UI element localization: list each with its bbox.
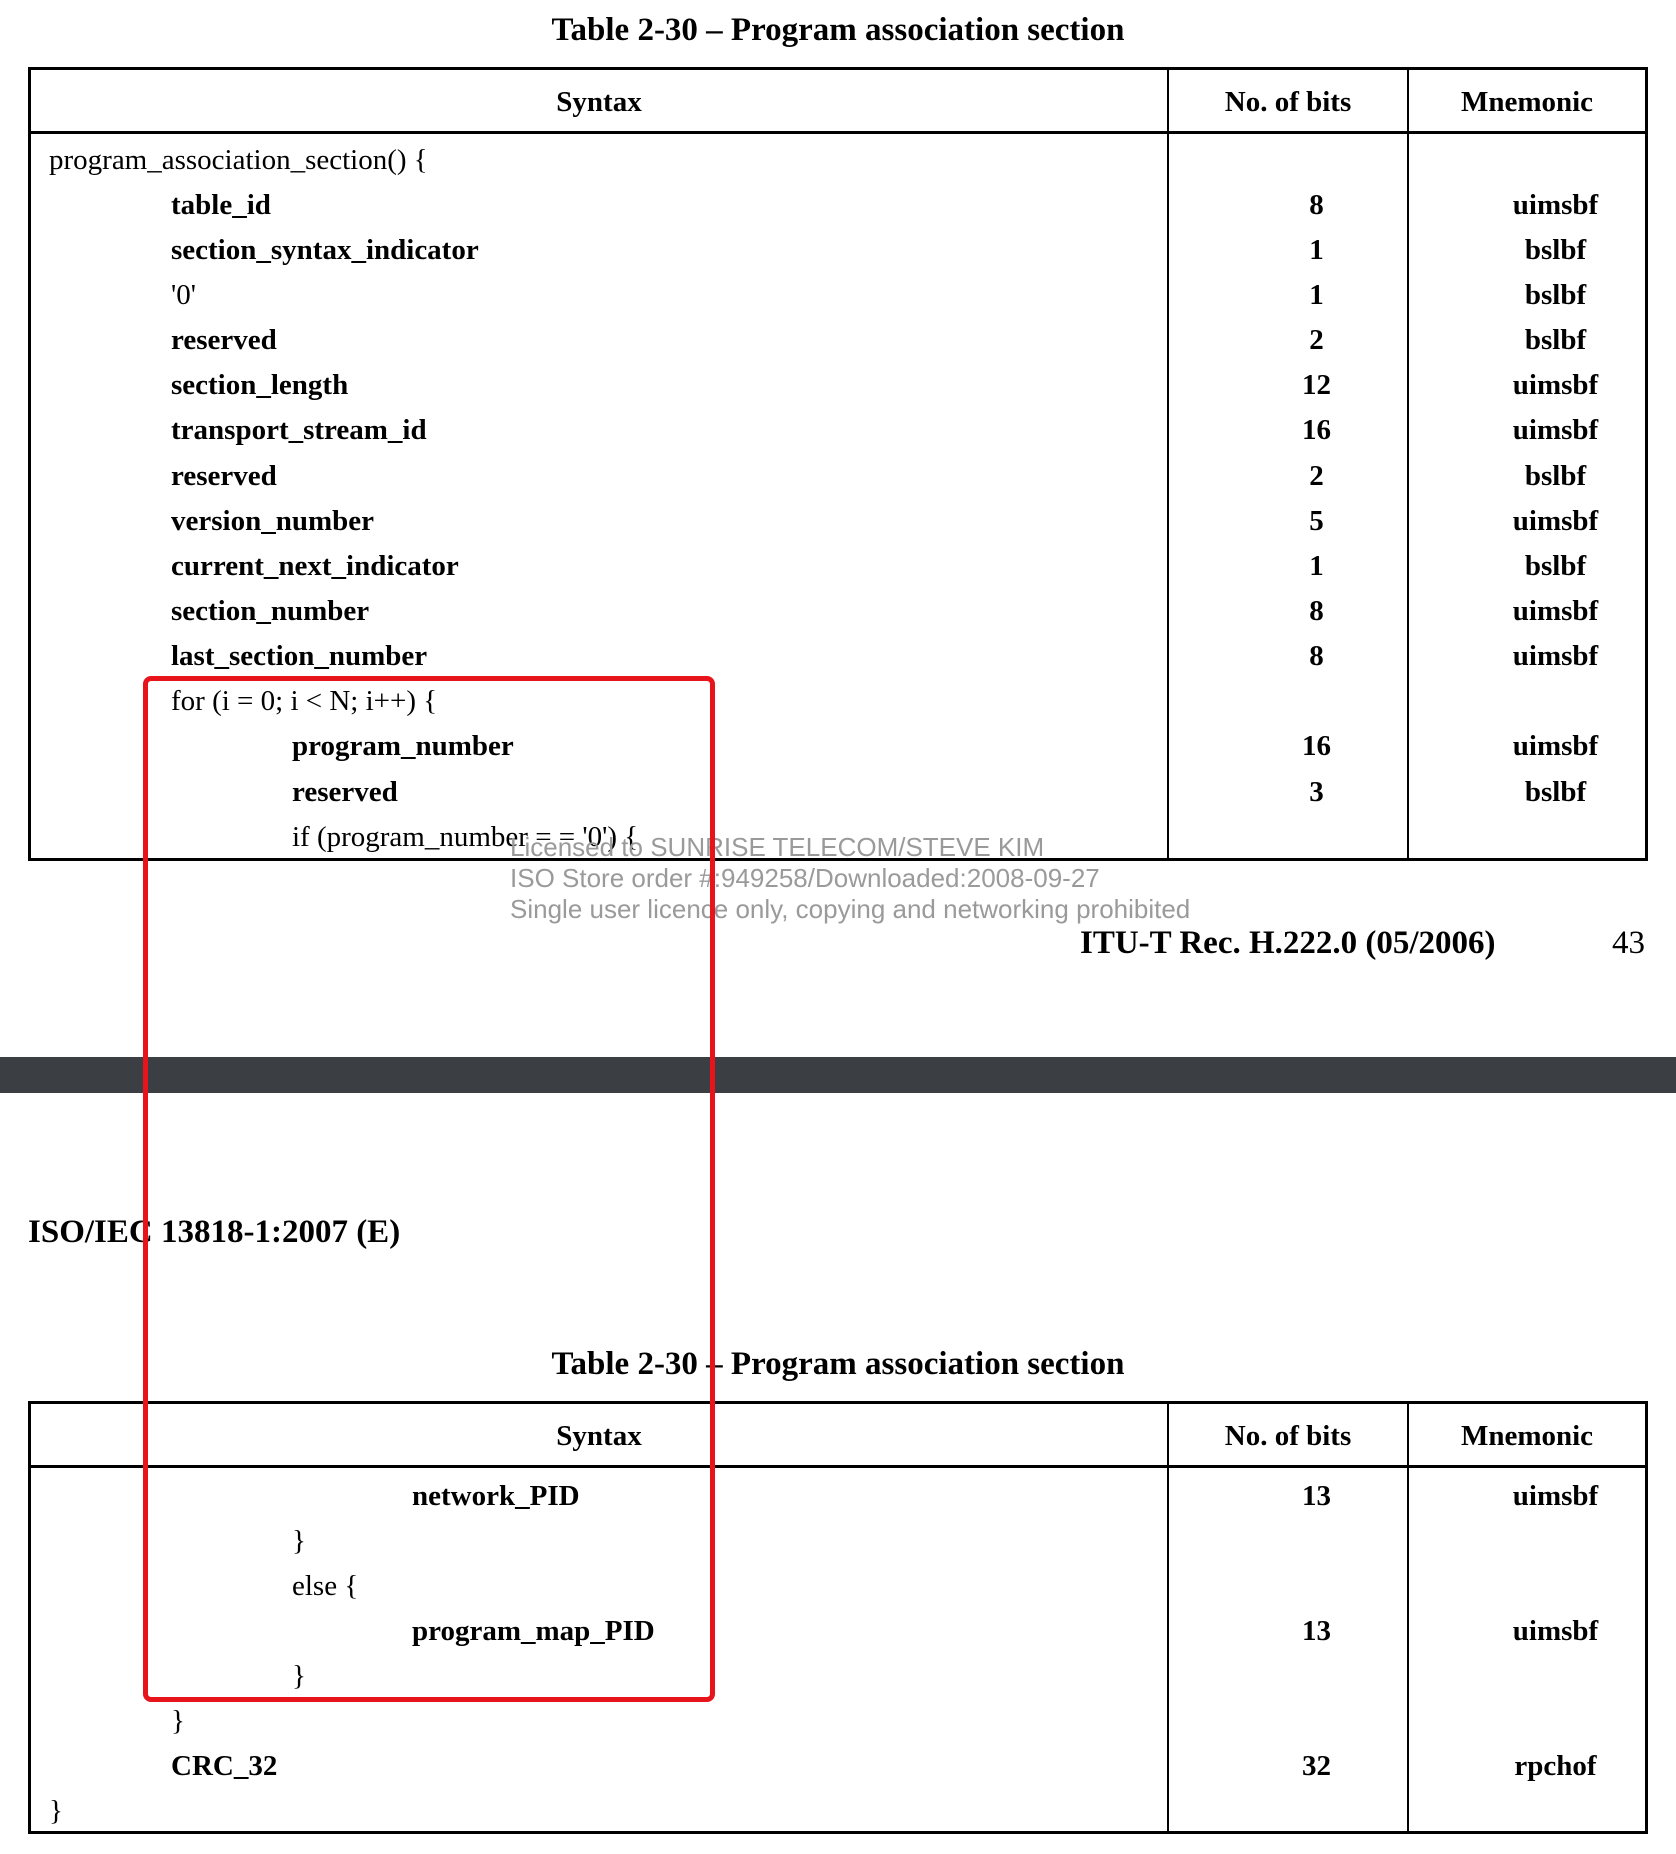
footer-recommendation: ITU-T Rec. H.222.0 (05/2006) — [1080, 925, 1496, 961]
row-syntax: program_map_PID — [412, 1615, 655, 1647]
row-syntax: } — [171, 1705, 185, 1737]
row-syntax: reserved — [171, 460, 277, 492]
row-mnemonic: bslbf — [1524, 460, 1587, 492]
row-bits: 13 — [1302, 1615, 1331, 1647]
row-syntax: '0' — [171, 279, 196, 311]
row-bits: 32 — [1302, 1750, 1331, 1782]
row-mnemonic: uimsbf — [1512, 369, 1599, 401]
row-syntax: } — [49, 1795, 63, 1827]
row-mnemonic: uimsbf — [1512, 414, 1599, 446]
row-bits: 3 — [1309, 776, 1324, 808]
table-row — [31, 1744, 1645, 1788]
row-mnemonic: uimsbf — [1512, 595, 1599, 627]
table-caption-top: Table 2-30 – Program association section — [551, 12, 1125, 48]
header-bits: No. of bits — [1224, 1420, 1352, 1452]
row-bits: 12 — [1302, 369, 1331, 401]
row-syntax: network_PID — [412, 1480, 580, 1512]
row-syntax: last_section_number — [171, 640, 428, 672]
table-row — [31, 544, 1645, 588]
row-bits: 5 — [1309, 505, 1324, 537]
row-syntax: program_number — [292, 730, 514, 762]
row-bits: 16 — [1302, 414, 1331, 446]
watermark-line: Licensed to SUNRISE TELECOM/STEVE KIM — [510, 832, 1045, 862]
header-divider — [31, 131, 1645, 134]
footer-page-number: 43 — [1612, 925, 1645, 961]
row-syntax: CRC_32 — [171, 1750, 278, 1782]
row-syntax: version_number — [171, 505, 374, 537]
row-bits: 1 — [1309, 550, 1324, 582]
table-row — [31, 454, 1645, 498]
row-syntax: if (program_number = = '0') { — [292, 821, 639, 853]
row-syntax: } — [292, 1525, 306, 1557]
row-mnemonic: uimsbf — [1512, 189, 1599, 221]
row-mnemonic: uimsbf — [1512, 1615, 1599, 1647]
watermark-line: Single user licence only, copying and networking prohibited — [510, 894, 1191, 924]
watermark-line: ISO Store order #:949258/Downloaded:2008-09-27 — [510, 863, 1100, 893]
table-row — [31, 363, 1645, 407]
row-bits: 16 — [1302, 730, 1331, 762]
row-syntax: section_number — [171, 595, 370, 627]
table-row — [31, 183, 1645, 227]
row-syntax: for (i = 0; i < N; i++) { — [171, 685, 438, 717]
table-row — [31, 589, 1645, 633]
row-syntax: } — [292, 1660, 306, 1692]
row-syntax: reserved — [292, 776, 398, 808]
header-mnemonic: Mnemonic — [1460, 86, 1594, 118]
table-row — [31, 408, 1645, 452]
highlight-box — [143, 676, 715, 1702]
row-syntax: program_association_section() { — [49, 144, 428, 176]
row-syntax: table_id — [171, 189, 271, 221]
row-syntax: transport_stream_id — [171, 414, 427, 446]
document-id: ISO/IEC 13818-1:2007 (E) — [28, 1214, 401, 1250]
row-mnemonic: bslbf — [1524, 550, 1587, 582]
row-bits: 8 — [1309, 640, 1324, 672]
table-row — [31, 1789, 1645, 1833]
row-syntax: reserved — [171, 324, 277, 356]
row-bits: 8 — [1309, 189, 1324, 221]
header-mnemonic: Mnemonic — [1460, 1420, 1594, 1452]
table-row — [31, 634, 1645, 678]
table-row — [31, 228, 1645, 272]
row-mnemonic: bslbf — [1524, 279, 1587, 311]
row-bits: 1 — [1309, 279, 1324, 311]
row-bits: 2 — [1309, 460, 1324, 492]
row-syntax: section_syntax_indicator — [171, 234, 479, 266]
row-mnemonic: uimsbf — [1512, 640, 1599, 672]
row-mnemonic: bslbf — [1524, 324, 1587, 356]
row-syntax: section_length — [171, 369, 349, 401]
row-bits: 8 — [1309, 595, 1324, 627]
header-syntax: Syntax — [556, 1420, 642, 1452]
table-row — [31, 273, 1645, 317]
header-bits: No. of bits — [1224, 86, 1352, 118]
row-mnemonic: bslbf — [1524, 234, 1587, 266]
row-mnemonic: uimsbf — [1512, 1480, 1599, 1512]
row-bits: 13 — [1302, 1480, 1331, 1512]
header-syntax: Syntax — [556, 86, 642, 118]
table-caption-bottom: Table 2-30 – Program association section — [551, 1346, 1125, 1382]
row-mnemonic: uimsbf — [1512, 505, 1599, 537]
row-bits: 2 — [1309, 324, 1324, 356]
row-syntax: else { — [292, 1570, 359, 1602]
table-row — [31, 318, 1645, 362]
row-mnemonic: uimsbf — [1512, 730, 1599, 762]
table-row — [31, 1699, 1645, 1743]
row-mnemonic: bslbf — [1524, 776, 1587, 808]
row-mnemonic: rpchof — [1514, 1750, 1597, 1782]
table-row — [31, 499, 1645, 543]
row-bits: 1 — [1309, 234, 1324, 266]
table-row — [31, 138, 1645, 182]
row-syntax: current_next_indicator — [171, 550, 459, 582]
